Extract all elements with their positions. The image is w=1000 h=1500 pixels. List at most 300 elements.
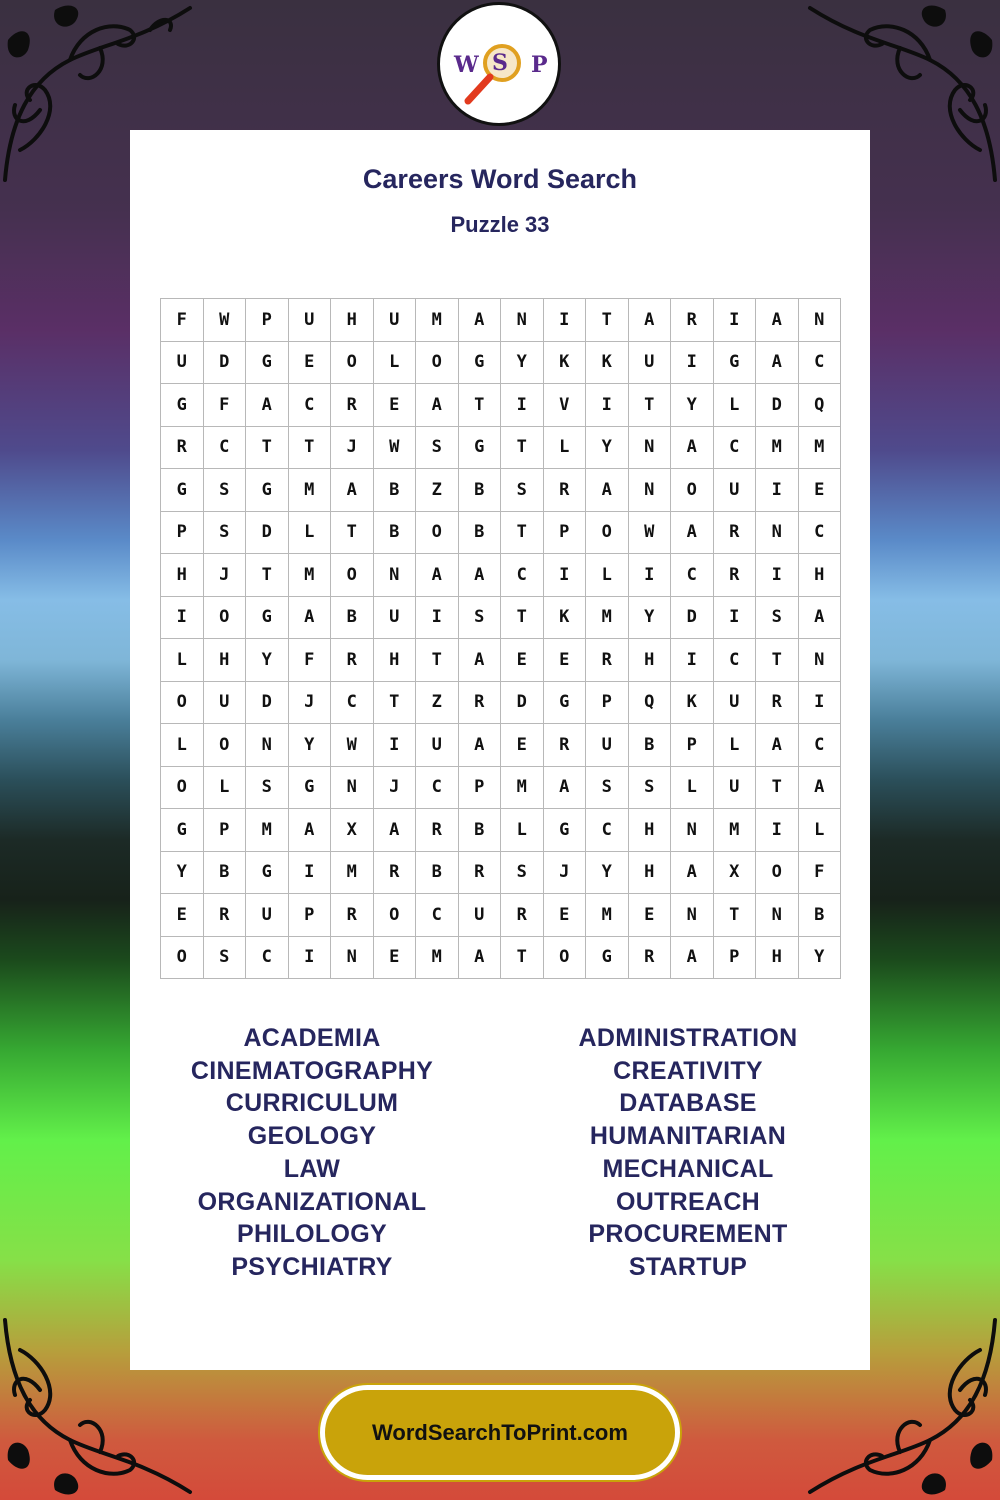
grid-cell[interactable]: G xyxy=(161,469,204,512)
word-item: ORGANIZATIONAL xyxy=(197,1187,427,1216)
grid-cell[interactable]: Y xyxy=(628,596,671,639)
grid-cell[interactable]: O xyxy=(161,936,204,979)
grid-cell[interactable]: T xyxy=(373,681,416,724)
grid-cell[interactable]: R xyxy=(331,639,374,682)
grid-cell[interactable]: G xyxy=(246,469,289,512)
grid-cell[interactable]: M xyxy=(416,936,459,979)
grid-cell[interactable]: N xyxy=(373,554,416,597)
logo-letter-s: S xyxy=(492,50,508,76)
grid-cell[interactable]: W xyxy=(203,299,246,342)
grid-cell[interactable]: I xyxy=(373,724,416,767)
grid-cell[interactable]: S xyxy=(756,596,799,639)
grid-cell[interactable]: E xyxy=(373,936,416,979)
grid-cell[interactable]: A xyxy=(458,639,501,682)
grid-row xyxy=(161,936,841,979)
grid-cell[interactable]: C xyxy=(246,936,289,979)
grid-cell[interactable]: R xyxy=(373,851,416,894)
grid-cell[interactable]: E xyxy=(501,724,544,767)
grid-cell[interactable]: R xyxy=(543,469,586,512)
grid-cell[interactable]: D xyxy=(501,681,544,724)
grid-cell[interactable]: C xyxy=(671,554,714,597)
grid-cell[interactable]: I xyxy=(756,809,799,852)
grid-cell[interactable]: I xyxy=(628,554,671,597)
grid-cell[interactable]: L xyxy=(288,511,331,554)
grid-cell[interactable]: C xyxy=(586,809,629,852)
grid-cell[interactable]: P xyxy=(458,766,501,809)
grid-cell[interactable]: R xyxy=(671,299,714,342)
grid-cell[interactable]: L xyxy=(203,766,246,809)
grid-cell[interactable]: T xyxy=(331,511,374,554)
word-item: PHILOLOGY xyxy=(237,1220,387,1249)
grid-cell[interactable]: G xyxy=(458,341,501,384)
grid-cell[interactable]: M xyxy=(501,766,544,809)
word-item: ADMINISTRATION xyxy=(578,1024,798,1052)
grid-cell[interactable]: A xyxy=(246,384,289,427)
grid-cell[interactable]: Y xyxy=(246,639,289,682)
grid-cell[interactable]: E xyxy=(798,469,841,512)
grid-row xyxy=(161,894,841,937)
grid-cell[interactable]: O xyxy=(671,469,714,512)
grid-cell[interactable]: G xyxy=(543,809,586,852)
grid-cell[interactable]: G xyxy=(246,596,289,639)
grid-cell[interactable]: M xyxy=(416,299,459,342)
grid-cell[interactable]: I xyxy=(713,299,756,342)
grid-cell[interactable]: D xyxy=(756,384,799,427)
grid-cell[interactable]: A xyxy=(458,724,501,767)
grid-cell[interactable]: B xyxy=(203,851,246,894)
grid-cell[interactable]: Y xyxy=(586,851,629,894)
word-item: DATABASE xyxy=(619,1089,757,1118)
grid-cell[interactable]: T xyxy=(501,596,544,639)
grid-row xyxy=(161,681,841,724)
word-item: CREATIVITY xyxy=(613,1056,763,1085)
word-item: HUMANITARIAN xyxy=(589,1122,787,1151)
grid-cell[interactable]: F xyxy=(798,851,841,894)
grid-cell[interactable]: Q xyxy=(798,384,841,427)
grid-cell[interactable]: Y xyxy=(161,851,204,894)
grid-cell[interactable]: U xyxy=(458,894,501,937)
grid-cell[interactable]: T xyxy=(246,554,289,597)
grid-cell[interactable]: M xyxy=(288,469,331,512)
puzzle-number: Puzzle 33 xyxy=(450,212,550,237)
grid-cell[interactable]: H xyxy=(628,639,671,682)
grid-cell[interactable]: L xyxy=(543,426,586,469)
grid-cell[interactable]: T xyxy=(458,384,501,427)
grid-cell[interactable]: C xyxy=(416,894,459,937)
grid-cell[interactable]: S xyxy=(458,596,501,639)
grid-row xyxy=(161,724,841,767)
grid-cell[interactable]: Y xyxy=(501,341,544,384)
grid-cell[interactable]: E xyxy=(501,639,544,682)
grid-cell[interactable]: C xyxy=(501,554,544,597)
grid-cell[interactable]: A xyxy=(756,724,799,767)
grid-cell[interactable]: O xyxy=(161,681,204,724)
grid-cell[interactable]: P xyxy=(161,511,204,554)
grid-cell[interactable]: C xyxy=(203,426,246,469)
word-item: CURRICULUM xyxy=(225,1089,399,1118)
grid-cell[interactable]: A xyxy=(798,596,841,639)
grid-cell[interactable]: H xyxy=(331,299,374,342)
puzzle-panel xyxy=(130,130,870,1370)
grid-cell[interactable]: U xyxy=(373,596,416,639)
word-item: STARTUP xyxy=(628,1252,748,1281)
grid-cell[interactable]: P xyxy=(543,511,586,554)
grid-cell[interactable]: Y xyxy=(671,384,714,427)
grid-cell[interactable]: C xyxy=(798,511,841,554)
grid-row xyxy=(161,469,841,512)
grid-cell[interactable]: M xyxy=(713,809,756,852)
grid-cell[interactable]: G xyxy=(161,809,204,852)
grid-cell[interactable]: O xyxy=(203,596,246,639)
grid-cell[interactable]: A xyxy=(416,554,459,597)
grid-cell[interactable]: A xyxy=(458,299,501,342)
grid-cell[interactable]: J xyxy=(203,554,246,597)
grid-cell[interactable]: G xyxy=(543,681,586,724)
grid-cell[interactable]: A xyxy=(756,341,799,384)
grid-row xyxy=(161,766,841,809)
grid-cell[interactable]: N xyxy=(331,936,374,979)
logo-letter-w: W xyxy=(454,52,479,78)
grid-cell[interactable]: N xyxy=(331,766,374,809)
grid-cell[interactable]: S xyxy=(203,936,246,979)
grid-cell[interactable]: W xyxy=(373,426,416,469)
grid-cell[interactable]: U xyxy=(416,724,459,767)
grid-cell[interactable]: C xyxy=(798,724,841,767)
grid-cell[interactable]: A xyxy=(331,469,374,512)
grid-cell[interactable]: A xyxy=(671,511,714,554)
grid-cell[interactable]: J xyxy=(288,681,331,724)
grid-cell[interactable]: W xyxy=(628,511,671,554)
wsp-logo[interactable] xyxy=(437,2,561,126)
grid-cell[interactable]: R xyxy=(331,384,374,427)
grid-cell[interactable]: R xyxy=(161,426,204,469)
page-title: Careers Word Search xyxy=(362,164,638,194)
grid-row xyxy=(161,596,841,639)
grid-cell[interactable]: N xyxy=(501,299,544,342)
grid-cell[interactable]: L xyxy=(798,809,841,852)
grid-cell[interactable]: L xyxy=(501,809,544,852)
word-item: MECHANICAL xyxy=(602,1154,774,1183)
grid-row xyxy=(161,851,841,894)
grid-cell[interactable]: L xyxy=(161,724,204,767)
grid-row xyxy=(161,384,841,427)
grid-cell[interactable]: P xyxy=(586,681,629,724)
grid-row xyxy=(161,426,841,469)
grid-cell[interactable]: E xyxy=(161,894,204,937)
grid-cell[interactable]: I xyxy=(671,341,714,384)
grid-cell[interactable]: A xyxy=(543,766,586,809)
grid-cell[interactable]: S xyxy=(203,469,246,512)
grid-cell[interactable]: D xyxy=(246,681,289,724)
grid-cell[interactable]: A xyxy=(798,766,841,809)
grid-cell[interactable]: S xyxy=(628,766,671,809)
grid-cell[interactable]: G xyxy=(246,341,289,384)
grid-cell[interactable]: M xyxy=(246,809,289,852)
grid-cell[interactable]: U xyxy=(628,341,671,384)
word-item: ACADEMIA xyxy=(243,1024,381,1052)
grid-cell[interactable]: R xyxy=(203,894,246,937)
grid-cell[interactable]: Z xyxy=(416,469,459,512)
word-item: CINEMATOGRAPHY xyxy=(190,1056,434,1085)
grid-cell[interactable]: O xyxy=(203,724,246,767)
grid-cell[interactable]: B xyxy=(458,809,501,852)
grid-cell[interactable]: H xyxy=(798,554,841,597)
grid-cell[interactable]: A xyxy=(458,554,501,597)
grid-cell[interactable]: L xyxy=(713,384,756,427)
grid-cell[interactable]: T xyxy=(586,299,629,342)
grid-cell[interactable]: T xyxy=(756,639,799,682)
grid-cell[interactable]: U xyxy=(373,299,416,342)
grid-cell[interactable]: I xyxy=(501,384,544,427)
grid-cell[interactable]: T xyxy=(756,766,799,809)
grid-cell[interactable]: K xyxy=(543,341,586,384)
grid-cell[interactable]: O xyxy=(756,851,799,894)
grid-cell[interactable]: T xyxy=(246,426,289,469)
grid-cell[interactable]: J xyxy=(373,766,416,809)
grid-cell[interactable]: L xyxy=(671,766,714,809)
grid-cell[interactable]: S xyxy=(416,426,459,469)
word-item: GEOLOGY xyxy=(247,1122,377,1151)
grid-cell[interactable]: K xyxy=(671,681,714,724)
grid-cell[interactable]: Y xyxy=(288,724,331,767)
grid-cell[interactable]: F xyxy=(161,299,204,342)
grid-cell[interactable]: K xyxy=(543,596,586,639)
grid-cell[interactable]: N xyxy=(671,894,714,937)
grid-cell[interactable]: T xyxy=(501,426,544,469)
grid-cell[interactable]: M xyxy=(586,596,629,639)
grid-cell[interactable]: Y xyxy=(586,426,629,469)
grid-cell[interactable]: S xyxy=(501,851,544,894)
grid-cell[interactable]: I xyxy=(161,596,204,639)
grid-cell[interactable]: A xyxy=(586,469,629,512)
grid-cell[interactable]: P xyxy=(288,894,331,937)
grid-cell[interactable]: P xyxy=(713,936,756,979)
grid-cell[interactable]: E xyxy=(373,384,416,427)
word-item: PROCUREMENT xyxy=(588,1220,788,1249)
grid-cell[interactable]: I xyxy=(416,596,459,639)
grid-cell[interactable]: H xyxy=(628,851,671,894)
grid-cell[interactable]: X xyxy=(713,851,756,894)
grid-cell[interactable]: B xyxy=(628,724,671,767)
grid-cell[interactable]: U xyxy=(713,469,756,512)
grid-cell[interactable]: N xyxy=(756,894,799,937)
grid-cell[interactable]: O xyxy=(161,766,204,809)
grid-cell[interactable]: I xyxy=(671,639,714,682)
grid-row xyxy=(161,341,841,384)
grid-cell[interactable]: F xyxy=(288,639,331,682)
grid-cell[interactable]: W xyxy=(331,724,374,767)
grid-cell[interactable]: L xyxy=(373,341,416,384)
grid-cell[interactable]: G xyxy=(288,766,331,809)
grid-cell[interactable]: P xyxy=(246,299,289,342)
grid-cell[interactable]: T xyxy=(501,936,544,979)
grid-cell[interactable]: L xyxy=(586,554,629,597)
grid-cell[interactable]: E xyxy=(288,341,331,384)
grid-cell[interactable]: S xyxy=(501,469,544,512)
grid-cell[interactable]: U xyxy=(246,894,289,937)
grid-cell[interactable]: S xyxy=(246,766,289,809)
grid-cell[interactable]: G xyxy=(458,426,501,469)
grid-cell[interactable]: U xyxy=(288,299,331,342)
letter-grid xyxy=(160,298,841,979)
website-link-text[interactable]: WordSearchToPrint.com xyxy=(372,1419,628,1445)
grid-cell[interactable]: N xyxy=(798,299,841,342)
grid-cell[interactable]: R xyxy=(713,554,756,597)
grid-cell[interactable]: R xyxy=(331,894,374,937)
grid-cell[interactable]: J xyxy=(543,851,586,894)
grid-cell[interactable]: R xyxy=(756,681,799,724)
grid-row xyxy=(161,299,841,342)
grid-cell[interactable]: U xyxy=(713,681,756,724)
grid-cell[interactable]: O xyxy=(416,341,459,384)
grid-cell[interactable]: A xyxy=(373,809,416,852)
grid-cell[interactable]: M xyxy=(331,851,374,894)
grid-cell[interactable]: A xyxy=(671,936,714,979)
grid-cell[interactable]: S xyxy=(203,511,246,554)
grid-row xyxy=(161,511,841,554)
word-list-right xyxy=(518,1022,858,1284)
grid-cell[interactable]: A xyxy=(288,596,331,639)
grid-cell[interactable]: B xyxy=(458,511,501,554)
grid-cell[interactable]: R xyxy=(586,639,629,682)
grid-cell[interactable]: B xyxy=(416,851,459,894)
grid-cell[interactable]: O xyxy=(373,894,416,937)
grid-cell[interactable]: M xyxy=(288,554,331,597)
grid-cell[interactable]: C xyxy=(798,341,841,384)
grid-cell[interactable]: E xyxy=(543,639,586,682)
grid-cell[interactable]: G xyxy=(161,384,204,427)
grid-cell[interactable]: O xyxy=(331,341,374,384)
grid-cell[interactable]: L xyxy=(713,724,756,767)
grid-cell[interactable]: J xyxy=(331,426,374,469)
grid-cell[interactable]: P xyxy=(203,809,246,852)
grid-cell[interactable]: R xyxy=(628,936,671,979)
grid-cell[interactable]: U xyxy=(161,341,204,384)
grid-cell[interactable]: A xyxy=(416,384,459,427)
grid-cell[interactable]: K xyxy=(586,341,629,384)
grid-cell[interactable]: I xyxy=(756,554,799,597)
grid-cell[interactable]: O xyxy=(416,511,459,554)
grid-cell[interactable]: G xyxy=(246,851,289,894)
grid-cell[interactable]: T xyxy=(713,894,756,937)
grid-cell[interactable]: O xyxy=(586,511,629,554)
grid-cell[interactable]: C xyxy=(331,681,374,724)
grid-cell[interactable]: N xyxy=(246,724,289,767)
grid-cell[interactable]: N xyxy=(798,639,841,682)
grid-cell[interactable]: R xyxy=(416,809,459,852)
grid-cell[interactable]: U xyxy=(203,681,246,724)
grid-cell[interactable]: B xyxy=(373,511,416,554)
grid-cell[interactable]: E xyxy=(543,894,586,937)
grid-cell[interactable]: N xyxy=(628,426,671,469)
grid-cell[interactable]: A xyxy=(288,809,331,852)
grid-cell[interactable]: T xyxy=(628,384,671,427)
grid-cell[interactable]: I xyxy=(713,596,756,639)
word-list-left xyxy=(142,1022,482,1284)
word-item: PSYCHIATRY xyxy=(231,1252,393,1281)
grid-cell[interactable]: N xyxy=(671,809,714,852)
grid-cell[interactable]: D xyxy=(671,596,714,639)
grid-cell[interactable]: O xyxy=(543,936,586,979)
grid-cell[interactable]: X xyxy=(331,809,374,852)
grid-cell[interactable]: A xyxy=(756,299,799,342)
grid-cell[interactable]: B xyxy=(798,894,841,937)
website-button[interactable] xyxy=(320,1385,680,1480)
grid-cell[interactable]: T xyxy=(416,639,459,682)
grid-cell[interactable]: E xyxy=(628,894,671,937)
grid-cell[interactable]: I xyxy=(756,469,799,512)
grid-cell[interactable]: G xyxy=(713,341,756,384)
grid-cell[interactable]: B xyxy=(458,469,501,512)
grid-cell[interactable]: I xyxy=(586,384,629,427)
grid-cell[interactable]: A xyxy=(458,936,501,979)
grid-cell[interactable]: H xyxy=(628,809,671,852)
word-item: OUTREACH xyxy=(615,1187,761,1216)
grid-cell[interactable]: R xyxy=(458,681,501,724)
grid-cell[interactable]: L xyxy=(161,639,204,682)
grid-cell[interactable]: H xyxy=(756,936,799,979)
grid-cell[interactable]: G xyxy=(586,936,629,979)
grid-cell[interactable]: R xyxy=(713,511,756,554)
grid-cell[interactable]: Q xyxy=(628,681,671,724)
grid-cell[interactable]: A xyxy=(671,851,714,894)
grid-cell[interactable]: U xyxy=(586,724,629,767)
grid-cell[interactable]: R xyxy=(501,894,544,937)
grid-cell[interactable]: C xyxy=(713,426,756,469)
grid-cell[interactable]: C xyxy=(416,766,459,809)
grid-cell[interactable]: I xyxy=(288,936,331,979)
logo-letter-p: P xyxy=(531,52,548,78)
grid-row xyxy=(161,554,841,597)
grid-cell[interactable]: Y xyxy=(798,936,841,979)
grid-cell[interactable]: A xyxy=(671,426,714,469)
grid-cell[interactable]: R xyxy=(458,851,501,894)
grid-cell[interactable]: I xyxy=(543,299,586,342)
grid-cell[interactable]: B xyxy=(331,596,374,639)
grid-cell[interactable]: I xyxy=(798,681,841,724)
grid-cell[interactable]: N xyxy=(628,469,671,512)
grid-cell[interactable]: H xyxy=(161,554,204,597)
grid-cell[interactable]: M xyxy=(756,426,799,469)
grid-cell[interactable]: C xyxy=(288,384,331,427)
word-item: LAW xyxy=(283,1154,341,1183)
grid-cell[interactable]: O xyxy=(331,554,374,597)
grid-cell[interactable]: T xyxy=(288,426,331,469)
grid-row xyxy=(161,809,841,852)
grid-cell[interactable]: U xyxy=(713,766,756,809)
grid-cell[interactable]: V xyxy=(543,384,586,427)
grid-cell[interactable]: D xyxy=(246,511,289,554)
grid-cell[interactable]: N xyxy=(756,511,799,554)
grid-row xyxy=(161,639,841,682)
grid-cell[interactable]: R xyxy=(543,724,586,767)
grid-cell[interactable]: M xyxy=(798,426,841,469)
grid-cell[interactable]: I xyxy=(288,851,331,894)
grid-cell[interactable]: D xyxy=(203,341,246,384)
grid-cell[interactable]: C xyxy=(713,639,756,682)
grid-cell[interactable]: M xyxy=(586,894,629,937)
grid-cell[interactable]: I xyxy=(543,554,586,597)
grid-cell[interactable]: P xyxy=(671,724,714,767)
grid-cell[interactable]: H xyxy=(373,639,416,682)
grid-cell[interactable]: T xyxy=(501,511,544,554)
grid-cell[interactable]: F xyxy=(203,384,246,427)
grid-cell[interactable]: Z xyxy=(416,681,459,724)
grid-cell[interactable]: B xyxy=(373,469,416,512)
grid-cell[interactable]: S xyxy=(586,766,629,809)
grid-cell[interactable]: H xyxy=(203,639,246,682)
grid-cell[interactable]: A xyxy=(628,299,671,342)
